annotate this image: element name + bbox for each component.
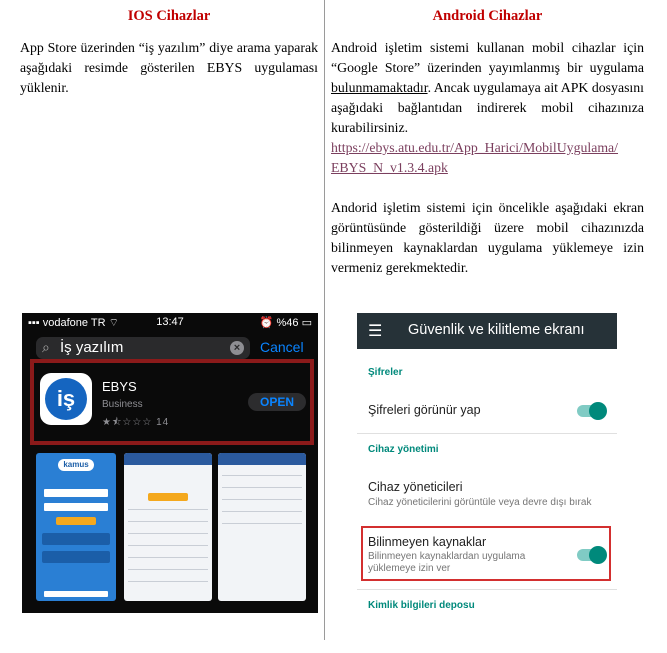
- device-admins-subtitle: Cihaz yöneticilerini görüntüle veya devre dışı bırak: [368, 497, 592, 508]
- ebys-app-result[interactable]: [30, 359, 314, 445]
- android-column: [331, 0, 644, 278]
- battery-label: %46: [276, 317, 299, 329]
- app-screenshot-login: [36, 453, 116, 601]
- table-row: [128, 533, 208, 534]
- toggle-knob: [589, 546, 607, 564]
- rating-count: 14: [156, 417, 170, 428]
- android-instructions: [331, 38, 644, 178]
- section-passwords: Şifreler: [368, 367, 403, 378]
- table-row: [128, 545, 208, 546]
- ios-battery: [260, 316, 312, 329]
- ios-heading: IOS Cihazlar: [127, 8, 211, 24]
- unknown-sources-subtitle: Bilinmeyen kaynaklardan uygulama yüklemeye izin ver: [368, 551, 526, 574]
- ebys-logo-text: iş: [45, 378, 87, 420]
- app-name: EBYS: [102, 379, 137, 394]
- unknown-sources-toggle[interactable]: [577, 549, 605, 561]
- ios-app-store-screenshot: [22, 313, 318, 613]
- list-row: [222, 475, 302, 476]
- login-button: [56, 517, 96, 525]
- login-field: [44, 489, 108, 497]
- app-rating: [102, 415, 169, 432]
- android-heading: Android Cihazlar: [432, 8, 543, 24]
- android-instructions-part1: Android işletim sistemi kullanan mobil cihazlar için “Google Store” üzerinden yayımlanmış bir uygulama: [331, 40, 644, 75]
- apk-link-line1: https://ebys.atu.edu.tr/App_Harici/MobilUygulama/: [331, 140, 619, 155]
- divider: [357, 433, 617, 434]
- ios-instructions: App Store üzerinden “iş yazılım” diye arama yaparak aşağıdaki resimde gösterilen EBYS uygulaması yüklenir.: [20, 40, 318, 95]
- menu-button: [42, 533, 110, 545]
- menu-button: [42, 551, 110, 563]
- android-instructions-underlined: bulunmamaktadır: [331, 80, 428, 95]
- action-button: [148, 493, 188, 501]
- wifi-icon: ⌔: [108, 317, 119, 329]
- footer-bar: [44, 591, 108, 597]
- app-category: Business: [102, 399, 143, 410]
- table-row: [128, 509, 208, 510]
- unknown-sources-label: Bilinmeyen kaynaklar: [368, 535, 487, 549]
- app-screenshot-list: [218, 453, 306, 601]
- device-admins-item[interactable]: Cihaz yöneticileri: [368, 480, 463, 494]
- section-credential-storage: Kimlik bilgileri deposu: [368, 600, 475, 611]
- show-passwords-toggle[interactable]: [577, 405, 605, 417]
- list-row: [222, 499, 302, 500]
- carrier-label: vodafone TR: [42, 317, 106, 329]
- list-row: [222, 511, 302, 512]
- apk-download-link[interactable]: [331, 138, 644, 178]
- password-field: [44, 503, 108, 511]
- screen-header: [218, 453, 306, 465]
- android-unknown-sources-instructions: Andorid işletim sistemi için öncelikle aşağıdaki ekran görüntüsünde gösterildiği üzere mobil cihazınızda bilinmeyen kaynaklardan uygulama yüklemeye izin vermeniz gerekmektedir.: [331, 200, 644, 275]
- search-value: İş yazılım: [60, 339, 124, 356]
- android-app-bar: [357, 313, 617, 349]
- alarm-icon: ⏰: [259, 317, 274, 329]
- ios-search-input[interactable]: [36, 337, 250, 359]
- ios-carrier: ▪▪▪ vodafone TR ⌔: [28, 317, 119, 329]
- ebys-app-icon: [40, 373, 92, 425]
- column-divider: [324, 0, 325, 640]
- android-settings-screenshot: [357, 313, 617, 623]
- hamburger-icon[interactable]: ☰: [368, 323, 383, 340]
- app-screenshot-document: [124, 453, 212, 601]
- section-device-admin: Cihaz yönetimi: [368, 444, 439, 455]
- table-row: [128, 557, 208, 558]
- ios-status-bar: [22, 313, 318, 331]
- screen-header: [124, 453, 212, 465]
- rating-stars-icon: ★⯪☆☆☆: [102, 417, 153, 428]
- clear-icon[interactable]: ×: [230, 341, 244, 355]
- table-row: [128, 581, 208, 582]
- search-icon: ⌕: [42, 339, 50, 355]
- list-row: [222, 523, 302, 524]
- cancel-button[interactable]: Cancel: [260, 339, 304, 355]
- android-instructions-part2: . Ancak uygulamaya ait APK dosyasını aşağıdaki bağlantıdan indirerek mobil cihazınıza kurabilirsiniz.: [331, 80, 644, 135]
- kamus-logo: kamus: [58, 459, 94, 471]
- show-passwords-label: Şifreleri görünür yap: [368, 403, 481, 417]
- apk-link-line2: EBYS_N_v1.3.4.apk: [331, 160, 448, 175]
- list-row: [222, 487, 302, 488]
- open-button[interactable]: OPEN: [248, 393, 306, 411]
- battery-icon: ▭: [301, 317, 312, 329]
- table-row: [128, 521, 208, 522]
- table-row: [128, 569, 208, 570]
- ios-column: [20, 0, 318, 98]
- ios-clock: 13:47: [156, 316, 184, 328]
- divider: [357, 589, 617, 590]
- toggle-knob: [589, 402, 607, 420]
- android-screen-title: Güvenlik ve kilitleme ekranı: [408, 322, 585, 338]
